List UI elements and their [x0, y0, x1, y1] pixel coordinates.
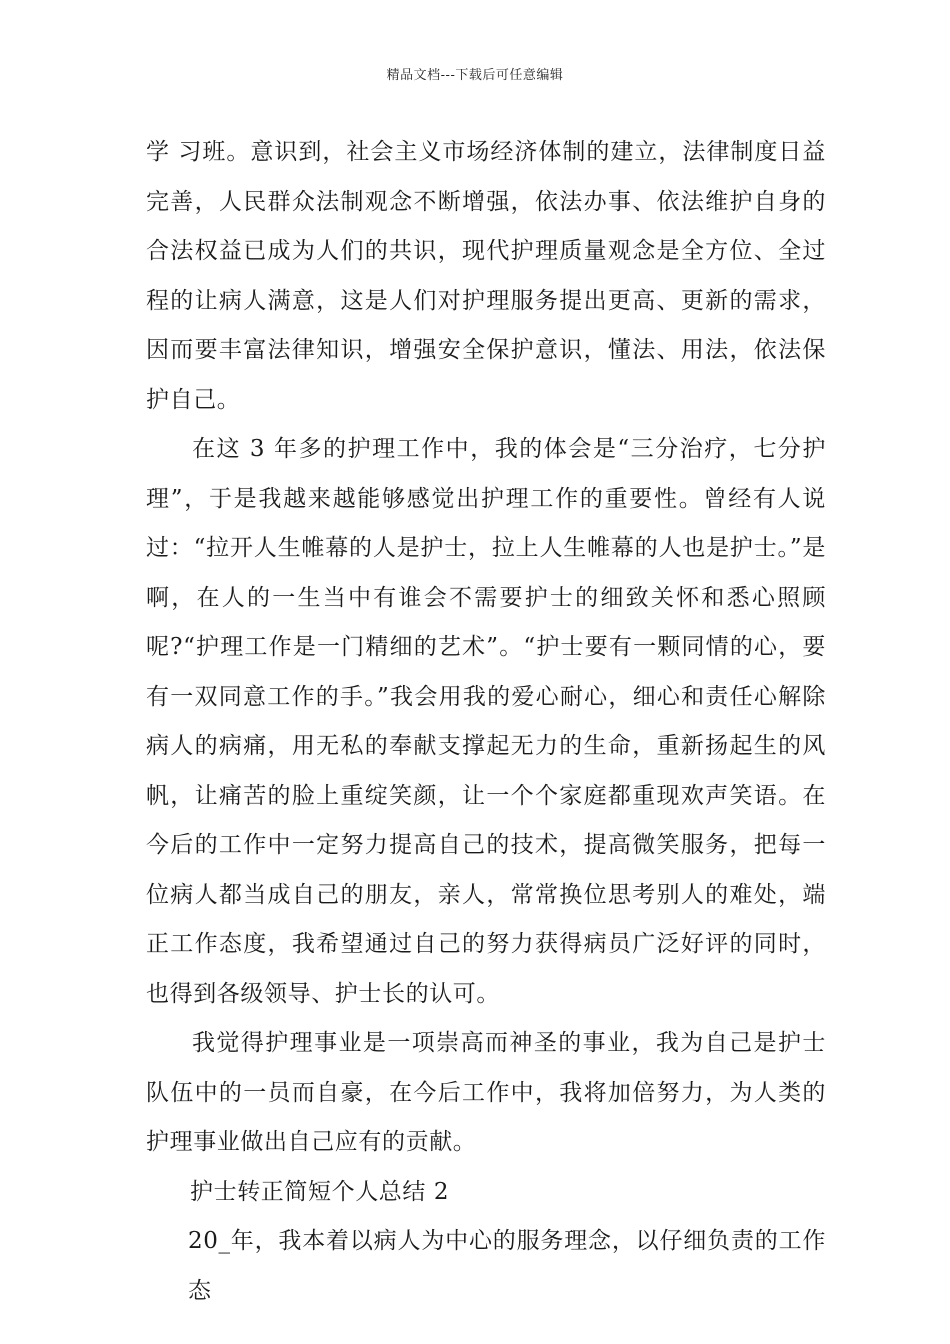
section-heading: 护士转正简短个人总结 2 — [190, 1178, 450, 1205]
paragraph-nursing-experience: 在这 3 年多的护理工作中，我的体会是“三分治疗，七分护理”，于是我越来越能够感觉出护理工作的重要性。曾经有人说过：“拉开人生帷幕的人是护士，拉上人生帷幕的人也是护士。”是啊，在人的一生当中有谁会不需要护士的细致关怀和悉心照顾呢?“护理工作是一门精细的艺术”。“护士要有一颗同情的心，要有一双同意工作的手。”我会用我的爱心耐心，细心和责任心解除病人的病痛，用无私的奉献支撑起无力的生命，重新扬起生的风帆，让痛苦的脸上重绽笑颜，让一个个家庭都重现欢声笑语。在今后的工作中一定努力提高自己的技术，提高微笑服务，把每一位病人都当成自己的朋友，亲人，常常换位思考别人的难处，端正工作态度，我希望通过自己的努力获得病员广泛好评的同时，也得到各级领导、护士长的认可。 — [146, 436, 826, 1007]
paragraph-legal-awareness: 学 习班。意识到，社会主义市场经济体制的建立，法律制度日益完善，人民群众法制观念不断增强，依法办事、依法维护自身的合法权益已成为人们的共识，现代护理质量观念是全方位、全过程的让病人满意，这是人们对护理服务提出更高、更新的需求，因而要丰富法律知识，增强安全保护意识，懂法、用法，依法保护自己。 — [146, 139, 826, 413]
document-body — [146, 128, 826, 1316]
paragraph-summary-start: 20_年，我本着以病人为中心的服务理念，以仔细负责的工作态 — [188, 1228, 826, 1304]
paragraph-nursing-career: 我觉得护理事业是一项崇高而神圣的事业，我为自己是护士队伍中的一员而自豪，在今后工作中，我将加倍努力，为人类的护理事业做出自己应有的贡献。 — [146, 1030, 826, 1155]
page-header: 精品文档---下载后可任意编辑 — [386, 68, 564, 83]
